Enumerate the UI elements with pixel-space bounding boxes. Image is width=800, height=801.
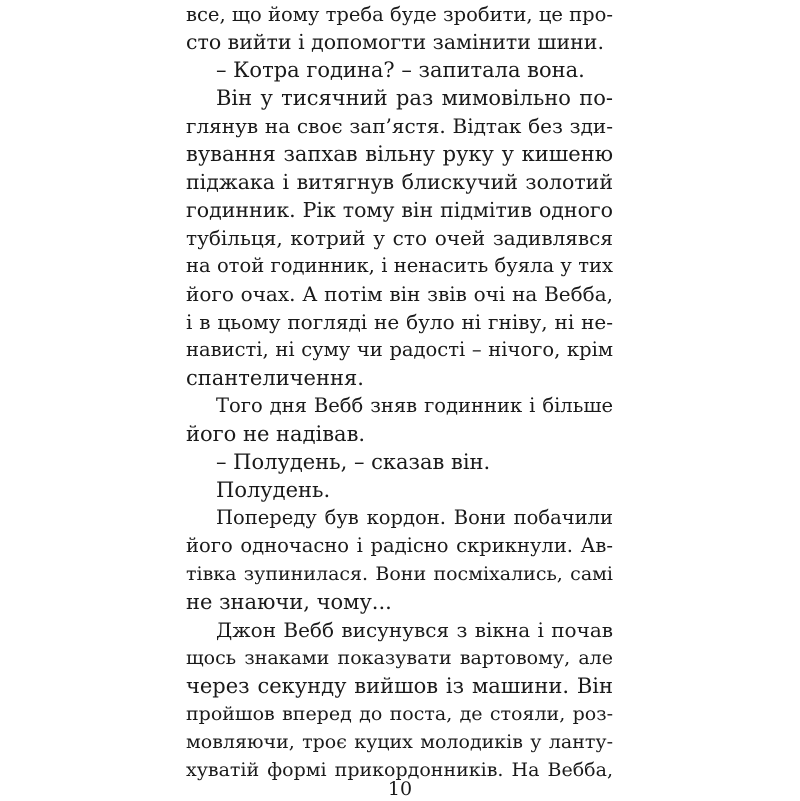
text-line: його не надівав. — [186, 422, 366, 446]
text-line: сто вийти і допомогти замінити шини. — [186, 30, 604, 54]
text-line: нависті, ні суму чи радості – нічого, крім — [186, 338, 613, 361]
text-line: годинник. Рік тому він підмітив одного — [186, 198, 613, 222]
text-line: – Полудень, – сказав він. — [216, 450, 491, 474]
page-number: 10 — [387, 778, 413, 800]
text-line: і в цьому погляді не було ні гніву, ні не- — [186, 310, 613, 334]
text-line: тубільця, котрий у сто очей задивлявся — [186, 226, 613, 250]
text-line: на отой годинник, і ненасить буяла у тих — [186, 254, 613, 277]
text-line: Він у тисячний раз мимовільно по- — [216, 86, 613, 110]
text-line: – Котра година? – запитала вона. — [216, 58, 585, 82]
text-line: Попереду був кордон. Вони побачили — [216, 506, 613, 529]
text-line: не знаючи, чому... — [186, 590, 392, 614]
text-line: спантеличення. — [186, 366, 364, 390]
text-line: мовляючи, троє куцих молодиків у ланту- — [186, 731, 613, 753]
text-line: все, що йому треба буде зробити, це про- — [186, 3, 613, 26]
text-line: хуватій формі прикордонників. На Вебба, — [186, 759, 613, 781]
text-line: піджака і витягнув блискучий золотий — [186, 170, 613, 194]
text-line: тівка зупинилася. Вони посміхались, самі — [186, 563, 613, 585]
text-line: його одночасно і радісно скрикнули. Ав- — [186, 534, 613, 557]
text-line: Того дня Вебб зняв годинник і більше — [216, 394, 613, 417]
text-line: Джон Вебб висунувся з вікна і почав — [216, 618, 613, 642]
text-line: через секунду вийшов із машини. Він — [186, 674, 613, 698]
text-line: Полудень. — [216, 478, 331, 502]
text-line: глянув на своє зап’ястя. Відтак без зди- — [186, 114, 613, 138]
text-line: його очах. А потім він звів очі на Вебба, — [186, 282, 613, 306]
text-line: пройшов вперед до поста, де стояли, роз- — [186, 703, 613, 725]
text-line: щось знаками показувати вартовому, але — [186, 647, 613, 669]
text-line: вування запхав вільну руку у кишеню — [186, 142, 613, 166]
